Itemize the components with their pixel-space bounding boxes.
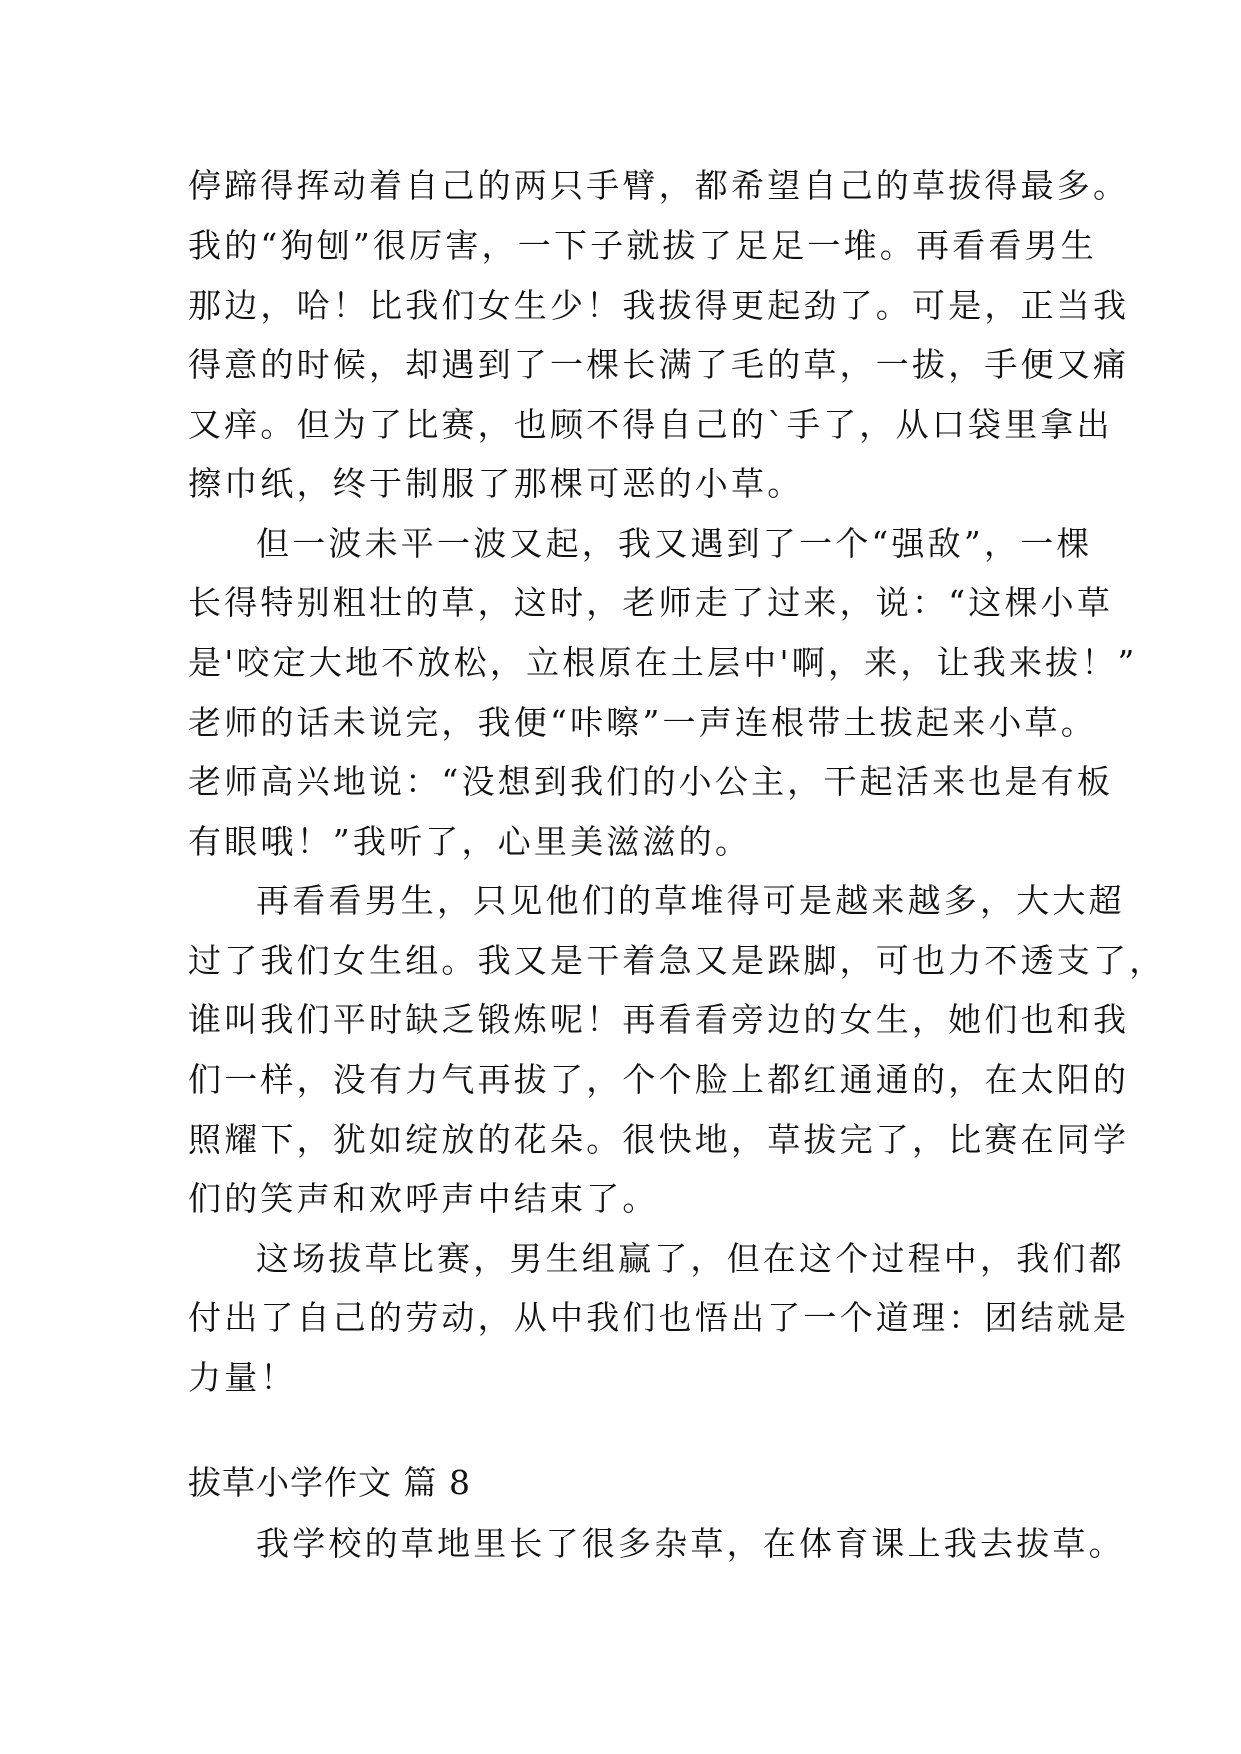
text-line: 们的笑声和欢呼声中结束了。 — [188, 1179, 659, 1218]
text-line: 擦巾纸，终于制服了那棵可恶的小草。 — [188, 464, 804, 503]
text-line: 过了我们女生组。我又是干着急又是跺脚，可也力不透支了， — [188, 941, 1166, 980]
text-line: 照耀下，犹如绽放的花朵。很快地，草拔完了，比赛在同学 — [188, 1120, 1130, 1159]
text-line: 谁叫我们平时缺乏锻炼呢！再看看旁边的女生，她们也和我 — [188, 1000, 1130, 1039]
text-line: 是'咬定大地不放松，立根原在土层中'啊，来，让我来拔！” — [188, 643, 1138, 682]
text-line: 但一波未平一波又起，我又遇到了一个“强敌”，一棵 — [256, 524, 1093, 563]
text-line: 老师高兴地说：“没想到我们的小公主，干起活来也是有板 — [188, 762, 1114, 801]
text-line: 力量！ — [188, 1358, 297, 1397]
section-heading: 拔草小学作文 篇 8 — [188, 1463, 471, 1502]
text-line: 老师的话未说完，我便“咔嚓”一声连根带土拔起来小草。 — [188, 703, 1097, 742]
text-line: 那边，哈！比我们女生少！我拔得更起劲了。可是，正当我 — [188, 286, 1130, 325]
text-line: 又痒。但为了比赛，也顾不得自己的`手了，从口袋里拿出 — [188, 405, 1113, 444]
text-line: 我学校的草地里长了很多杂草，在体育课上我去拔草。 — [256, 1524, 1125, 1563]
text-line: 有眼哦！”我听了，心里美滋滋的。 — [188, 822, 752, 861]
text-line: 这场拔草比赛，男生组赢了，但在这个过程中，我们都 — [256, 1239, 1125, 1278]
text-line: 我的“狗刨”很厉害，一下子就拔了足足一堆。再看看男生 — [188, 226, 1097, 265]
text-line: 再看看男生，只见他们的草堆得可是越来越多，大大超 — [256, 881, 1125, 920]
text-line: 长得特别粗壮的草，这时，老师走了过来，说：“这棵小草 — [188, 583, 1114, 622]
text-line: 付出了自己的劳动，从中我们也悟出了一个道理：团结就是 — [188, 1298, 1130, 1337]
text-line: 停蹄得挥动着自己的两只手臂，都希望自己的草拔得最多。 — [188, 166, 1130, 205]
text-line: 得意的时候，却遇到了一棵长满了毛的草，一拔，手便又痛 — [188, 345, 1130, 384]
text-line: 们一样，没有力气再拔了，个个脸上都红通通的，在太阳的 — [188, 1060, 1130, 1099]
